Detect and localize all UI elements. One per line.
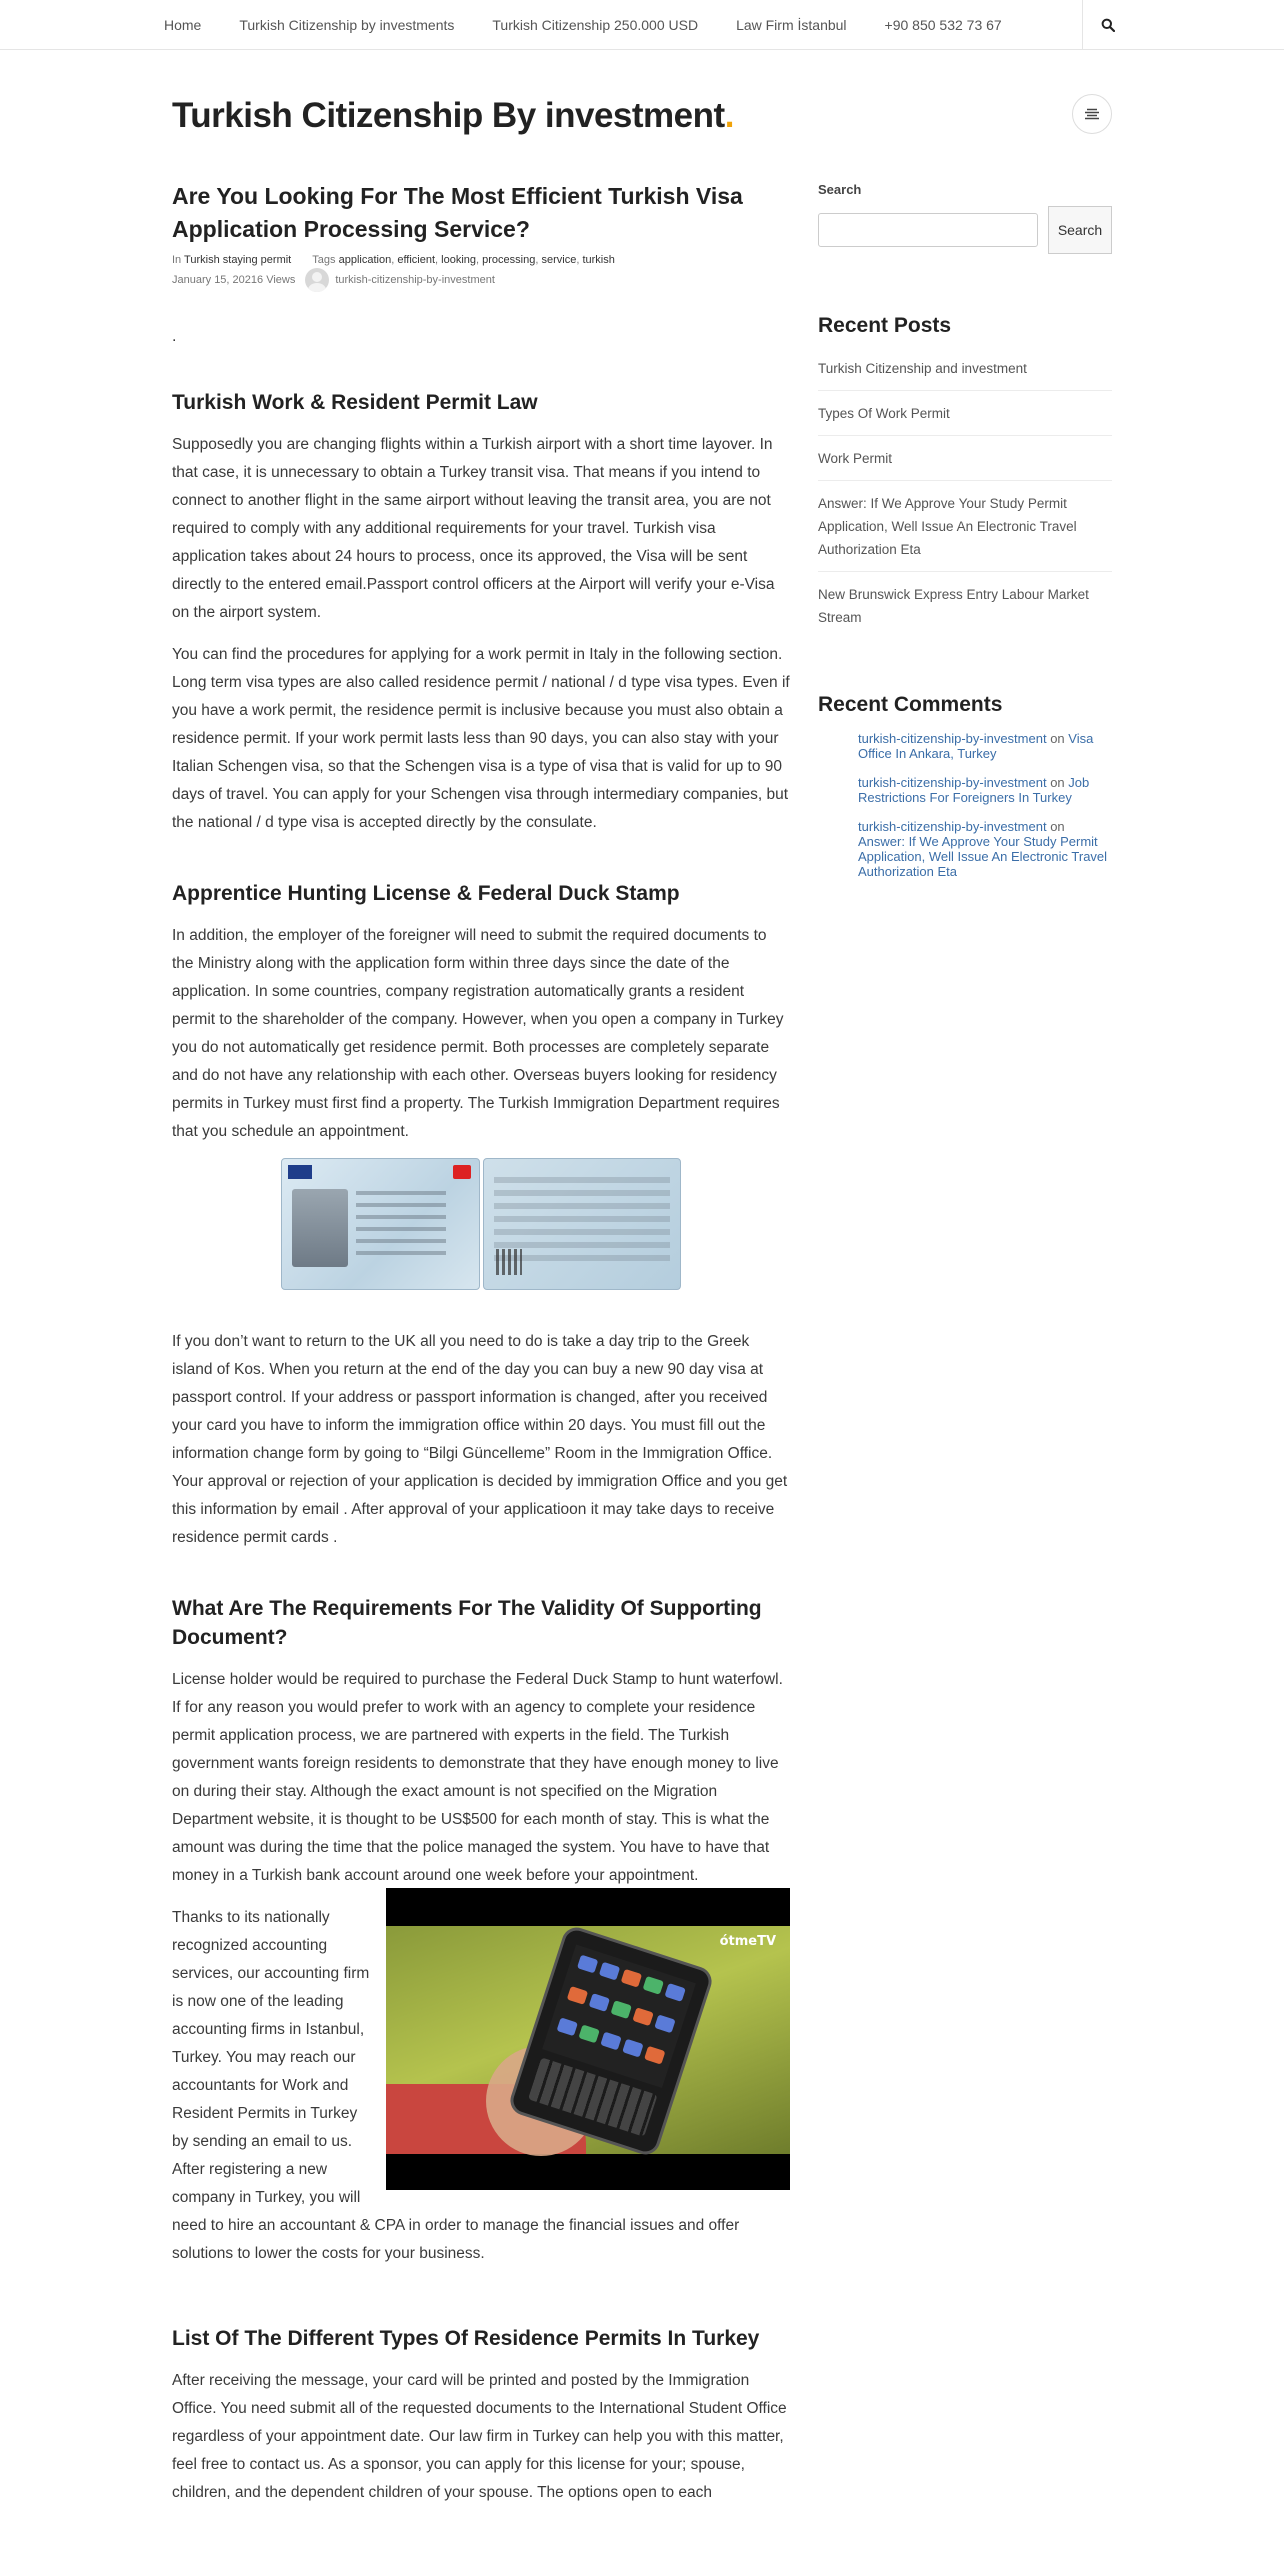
recent-comments-list [818, 731, 1112, 879]
section-heading: Apprentice Hunting License & Federal Duck Stamp [172, 882, 680, 905]
recent-comment [858, 819, 1112, 879]
meta-tags-label: Tags [312, 254, 336, 266]
video-frame [386, 1926, 790, 2154]
post-article [172, 180, 790, 2521]
recent-post-link[interactable]: Work Permit [818, 442, 1112, 481]
meta-tag-link[interactable]: looking [441, 254, 477, 266]
recent-post-link[interactable]: Types Of Work Permit [818, 397, 1112, 436]
licence-card-front [281, 1158, 480, 1290]
post-lead: . [172, 328, 177, 345]
section-paragraph: In addition, the employer of the foreigner will need to submit the required documents to the Ministry along with the application form within three days since the date of the application. In some countries, company registration automatically grants a resident permit to the shareholder of the company. However, when you open a company in Turkey you do not automatically get residence permit. Both processes are completely separate and do not have any relationship with each other. Overseas buyers looking for residency permits in Turkey must first find a property. The Turkish Immigration Department requires that you schedule an appointment. [172, 927, 784, 1140]
recent-post-link[interactable]: New Brunswick Express Entry Labour Market Stream [818, 587, 1089, 625]
recent-comments-title: Recent Comments [818, 693, 1003, 716]
section-paragraph: After receiving the message, your card will be printed and posted by the Immigration Office. You need submit all of the requested documents to the International Student Office regardless of your appointment date. Our law firm in Turkey can help you with this matter, feel free to contact us. As a sponsor, you can apply for this license for your; spouse, children, and the dependent children of your spouse. The options open to each [172, 2372, 787, 2501]
post-meta-row [172, 268, 790, 292]
meta-tag-link[interactable]: service [541, 254, 577, 266]
search-icon [1101, 18, 1115, 32]
nav-item-law-firm-istanbul[interactable]: Law Firm İstanbul [736, 17, 847, 33]
comment-on-text: on [1050, 819, 1065, 834]
meta-tag-link[interactable]: turkish [582, 254, 615, 266]
recent-post-link[interactable]: Turkish Citizenship and investment [818, 352, 1112, 391]
embedded-video[interactable] [386, 1888, 790, 2190]
nav-menu [160, 0, 1036, 50]
search-label: Search [818, 182, 862, 197]
video-channel-logo: ótmeTV [719, 1934, 776, 1949]
driving-licence-image [281, 1158, 681, 1290]
search-button[interactable]: Search [1048, 206, 1112, 254]
comment-author-link[interactable]: turkish-citizenship-by-investment [858, 775, 1047, 790]
meta-tag-link[interactable]: processing [482, 254, 536, 266]
section-paragraph: License holder would be required to purchase the Federal Duck Stamp to hunt waterfowl. If for any reason you would prefer to work with an agency to complete your residence permit application process, we are partnered with experts in the field. The Turkish government wants foreign residents to demonstrate that they have enough money to live on during their stay. Although the exact amount is not specified on the Migration Department website, it is thought to be US$500 for each month of stay. This is what the amount was during the time that the police managed the system. You have to have that money in a Turkish bank account around one week before your appointment. [172, 1671, 783, 1884]
meta-date[interactable]: January 15, 2021 [172, 274, 258, 286]
nav-item-citizenship-investments[interactable]: Turkish Citizenship by investments [239, 17, 455, 33]
nav-item-phone[interactable]: +90 850 532 73 67 [884, 17, 1002, 33]
recent-comment [858, 775, 1112, 805]
comment-author-link[interactable]: turkish-citizenship-by-investment [858, 731, 1047, 746]
menu-toggle-button[interactable] [1072, 94, 1112, 134]
recent-comment [858, 731, 1112, 761]
comment-on-text: on [1050, 775, 1065, 790]
comment-post-link[interactable]: Job Restrictions For Foreigners In Turkey [858, 775, 1090, 805]
comment-post-link[interactable]: Visa Office In Ankara, Turkey [858, 731, 1094, 761]
nav-item-home[interactable]: Home [164, 17, 202, 33]
section-paragraph: If you don’t want to return to the UK all you need to do is take a day trip to the Greek island of Kos. When you return at the end of the day you can buy a new 90 day visa at passport control. If your address or passport information is changed, after you received your card you have to inform the immigration office within 20 days. You must fill out the information change form by going to “Bilgi Güncelleme” Room in the Immigration Office. Your approval or rejection of your application is decided by immigration Office and you get this information by email . After approval of your applicatioon it may take days to receive residence permit cards . [172, 1333, 788, 1546]
top-navigation [0, 0, 1284, 50]
menu-icon [1085, 108, 1099, 120]
post-meta: In Turkish staying permit Tags application, efficient, looking, processing, service, turkish [172, 254, 615, 266]
author-avatar [305, 268, 329, 292]
licence-card-back [483, 1158, 682, 1290]
meta-views: 6 Views [257, 274, 296, 286]
recent-posts-list [818, 352, 1112, 639]
section-paragraph: Thanks to its nationally recognized accounting services, our accounting firm is now one of the leading accounting firms in Istanbul, Turkey. You may reach our accountants for Work and Resident Permits in Turkey by sending an email to us. After registering a new company in Turkey, you will need to hire an accountant & CPA in order to manage the financial issues and offer solutions to lower the costs for your business. [172, 1909, 740, 2262]
meta-category-link[interactable]: Turkish staying permit [184, 254, 292, 266]
nav-item-citizenship-250000[interactable]: Turkish Citizenship 250.000 USD [492, 17, 699, 33]
meta-tag-link[interactable]: application [338, 254, 392, 266]
meta-author-link[interactable]: turkish-citizenship-by-investment [335, 274, 495, 286]
site-title-text: Turkish Citizenship By investment [172, 96, 725, 135]
comment-author-link[interactable]: turkish-citizenship-by-investment [858, 819, 1047, 834]
section-heading: Turkish Work & Resident Permit Law [172, 391, 538, 414]
site-title[interactable] [172, 96, 734, 136]
site-title-dot: . [724, 96, 734, 135]
search-toggle-button[interactable] [1082, 0, 1132, 50]
meta-tag-link[interactable]: efficient [397, 254, 436, 266]
search-form [818, 213, 1112, 254]
section-paragraph: You can find the procedures for applying for a work permit in Italy in the following section. Long term visa types are also called residence permit / national / d type visa types. Even if you have a work permit, the residence permit is inclusive because you must also obtain a residence permit. If your work permit lasts less than 90 days, you can also stay with your Italian Schengen visa, so that the Schengen visa is a type of visa that is valid for up to 90 days of travel. You can apply for your Schengen visa through intermediary companies, but the national / d type visa is accepted directly by the consulate. [172, 646, 790, 831]
sidebar [818, 182, 1112, 893]
post-title: Are You Looking For The Most Efficient Turkish Visa Application Processing Service? [172, 183, 743, 242]
recent-posts-title: Recent Posts [818, 314, 952, 337]
section-paragraph: Supposedly you are changing flights within a Turkish airport with a short time layover. In that case, it is unnecessary to obtain a Turkey transit visa. That means if you intend to connect to another flight in the same airport without leaving the transit area, you are not required to comply with any additional requirements for your travel. Turkish visa application takes about 24 hours to process, once its approved, the Visa will be sent directly to the entered email.Passport control officers at the Airport will verify your e-Visa on the airport system. [172, 436, 775, 621]
section-heading: List Of The Different Types Of Residence Permits In Turkey [172, 2327, 760, 2350]
search-input[interactable] [818, 213, 1038, 247]
video-text-wrap [172, 1904, 790, 2282]
comment-post-link[interactable]: Answer: If We Approve Your Study Permit Application, Well Issue An Electronic Travel Authorization Eta [858, 834, 1108, 879]
recent-post-link[interactable]: Answer: If We Approve Your Study Permit Application, Well Issue An Electronic Travel Authorization Eta [818, 487, 1112, 572]
meta-in-label: In [172, 254, 182, 266]
comment-on-text: on [1050, 731, 1065, 746]
section-heading: What Are The Requirements For The Validity Of Supporting Document? [172, 1597, 762, 1649]
